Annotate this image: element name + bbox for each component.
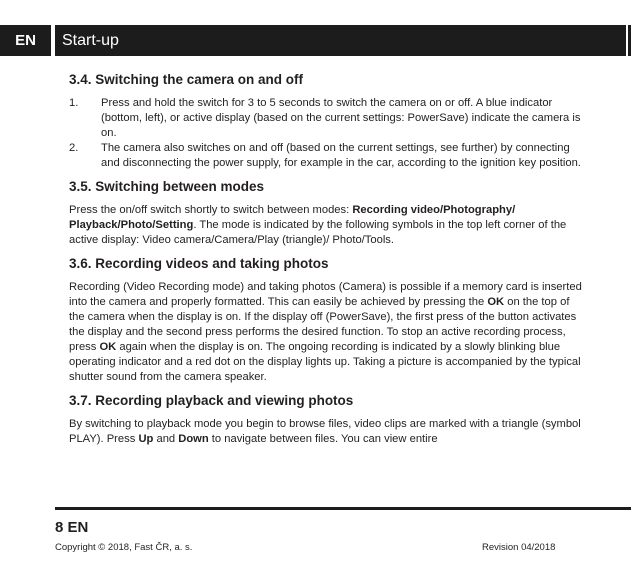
section-heading: 3.7. Recording playback and viewing photos bbox=[69, 393, 354, 408]
paragraph bbox=[69, 203, 586, 248]
list-number: 2. bbox=[69, 142, 79, 154]
bold-text: OK bbox=[487, 296, 505, 308]
text-run: By switching to playback mode you begin to browse files, video clips are marked with a triangle (symbol PLAY). Press bbox=[69, 418, 581, 445]
section-title-bar: Start-up bbox=[55, 25, 626, 56]
section-heading: 3.4. Switching the camera on and off bbox=[69, 72, 304, 87]
bold-text: Down bbox=[178, 433, 209, 445]
text-run: Recording (Video Recording mode) and taking photos (Camera) is possible if a memory card is inserted into the camera and properly formatted. This can easily be achieved by pressing the bbox=[69, 281, 582, 308]
list-text: The camera also switches on and off (based on the current settings, see further) by connecting and disconnecting the power supply, for example in the car, according to the ignition key position. bbox=[101, 142, 581, 169]
bold-text: Recording video/Photography/ Playback/Photo/Setting bbox=[69, 204, 516, 231]
copyright-text: Copyright © 2018, Fast ČR, a. s. bbox=[55, 542, 193, 553]
paragraph bbox=[69, 280, 586, 385]
revision-text: Revision 04/2018 bbox=[482, 542, 556, 553]
text-run: . The mode is indicated by the following symbols in the top left corner of the active display: Video camera/Camera/Play (triangle)/ Photo/Tools. bbox=[69, 219, 567, 246]
section-3-7 bbox=[69, 393, 586, 447]
page-number: 8 EN bbox=[55, 519, 89, 536]
page-content bbox=[69, 72, 586, 455]
page-header bbox=[0, 25, 631, 56]
section-heading: 3.5. Switching between modes bbox=[69, 179, 265, 194]
list-number: 1. bbox=[69, 97, 79, 109]
bold-text: Up bbox=[138, 433, 154, 445]
list-text: Press and hold the switch for 3 to 5 seconds to switch the camera on or off. A blue indicator (bottom, left), or active display (based on the current settings: PowerSave) indicate the camera is on. bbox=[101, 97, 581, 139]
language-label: EN bbox=[0, 25, 51, 56]
numbered-list bbox=[69, 96, 586, 171]
text-run: to navigate between files. You can view entire bbox=[208, 433, 438, 445]
text-run: on the top of the camera when the display is on. If the display off (PowerSave), the first press of the button activates the display and the second press performs the desired function. To stop an active recording process, press bbox=[69, 296, 577, 353]
bold-text: OK bbox=[99, 341, 117, 353]
list-item bbox=[69, 141, 586, 171]
section-3-4 bbox=[69, 72, 586, 171]
paragraph bbox=[69, 417, 586, 447]
list-item bbox=[69, 96, 586, 141]
text-run: and bbox=[153, 433, 179, 445]
text-run: Press the on/off switch shortly to switch between modes: bbox=[69, 204, 353, 216]
section-heading: 3.6. Recording videos and taking photos bbox=[69, 256, 329, 271]
section-3-5 bbox=[69, 179, 586, 248]
section-3-6 bbox=[69, 256, 586, 385]
footer-rule bbox=[55, 507, 631, 510]
text-run: again when the display is on. The ongoing recording is indicated by a slowly blinking blue operating indicator and a red dot on the display lights up. Taking a picture is accompanied by the typical shutter sound from the camera speaker. bbox=[69, 341, 581, 383]
